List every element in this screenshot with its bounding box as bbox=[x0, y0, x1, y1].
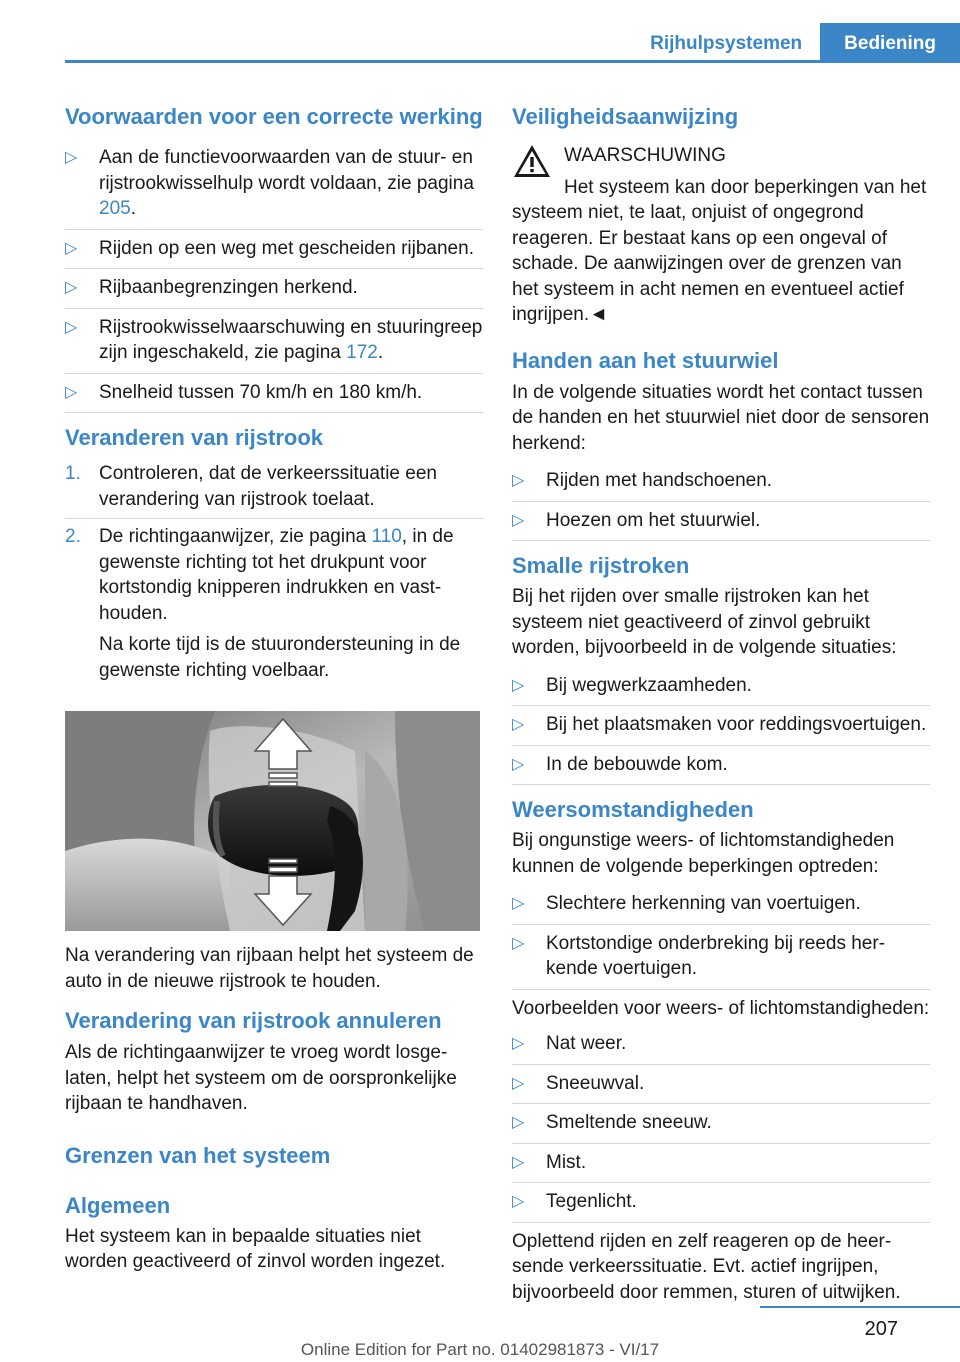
triangle-bullet-icon: ▷ bbox=[512, 511, 525, 529]
tab-rijhulpsystemen[interactable]: Rijhulpsystemen bbox=[650, 33, 803, 54]
examples-text: Voorbeelden voor weers- of lichtomstandigheden: bbox=[512, 997, 930, 1019]
list-item-text: Rijden met handschoenen. bbox=[546, 470, 773, 491]
list-item bbox=[512, 1025, 930, 1065]
heading-limits: Grenzen van het systeem bbox=[65, 1142, 331, 1168]
heading-weather: Weersomstandigheden bbox=[512, 797, 754, 822]
footer-rule bbox=[760, 1306, 960, 1308]
turn-signal-lever-illustration bbox=[65, 711, 480, 931]
step-number: 1. bbox=[65, 463, 81, 484]
triangle-bullet-icon: ▷ bbox=[512, 472, 525, 489]
step-text-suffix: , in de gewenste richting tot het drukpunt voor kortstondig knipperen indrukken en vasthouden. bbox=[99, 526, 454, 624]
list-item bbox=[512, 1183, 930, 1223]
examples-list bbox=[512, 1025, 930, 1223]
step-text: De richtingaanwijzer, zie pagina bbox=[99, 526, 372, 547]
list-item bbox=[512, 1144, 930, 1184]
list-item-text: Sneeuwval. bbox=[546, 1072, 645, 1094]
narrow-text: Bij het rijden over smalle rijstroken kan het systeem niet geactiveerd of zinvol gebruikt worden, bijvoorbeeld in de volgende situaties: bbox=[512, 586, 897, 658]
list-item bbox=[512, 667, 930, 707]
step-text: Controleren, dat de verkeerssituatie een verandering van rijstrook toelaat. bbox=[99, 463, 437, 510]
list-item-text: Hoezen om het stuurwiel. bbox=[546, 509, 761, 531]
triangle-bullet-icon: ▷ bbox=[512, 755, 525, 773]
page-link[interactable]: 172 bbox=[346, 342, 378, 363]
list-item bbox=[512, 925, 930, 990]
triangle-bullet-icon: ▷ bbox=[512, 676, 525, 694]
list-item-text: Bij wegwerkzaamheden. bbox=[546, 674, 752, 696]
list-item bbox=[512, 462, 930, 502]
right-column bbox=[512, 100, 930, 1305]
header-tabs bbox=[632, 23, 960, 63]
list-item bbox=[65, 139, 483, 230]
step-subtext: Na korte tijd is de stuurondersteuning in de gewenste richting voelbaar. bbox=[99, 634, 461, 681]
list-item-text: Rijden op een weg met gescheiden rijbanen. bbox=[99, 237, 474, 259]
list-item bbox=[512, 885, 930, 925]
list-item-text: Mist. bbox=[546, 1151, 587, 1173]
change-steps-list bbox=[65, 456, 483, 689]
list-item-text: Snelheid tussen 70 km/h en 180 km/h. bbox=[99, 381, 423, 403]
triangle-bullet-icon: ▷ bbox=[512, 934, 525, 952]
list-item bbox=[65, 269, 483, 309]
conditions-list bbox=[65, 139, 483, 413]
triangle-bullet-icon: ▷ bbox=[65, 239, 78, 257]
triangle-bullet-icon: ▷ bbox=[65, 149, 78, 166]
left-column bbox=[65, 100, 483, 1275]
list-item-text: Nat weer. bbox=[546, 1033, 627, 1054]
general-text: Het systeem kan in bepaalde situaties niet worden geactiveerd of zinvol worden ingezet. bbox=[65, 1225, 446, 1272]
list-item bbox=[512, 1065, 930, 1105]
heading-cancel: Verandering van rijstrook annuleren bbox=[65, 1008, 442, 1033]
triangle-bullet-icon: ▷ bbox=[512, 1193, 525, 1210]
page-number: 207 bbox=[864, 1318, 898, 1340]
list-item-text: Smeltende sneeuw. bbox=[546, 1112, 712, 1133]
list-item-text: Tegenlicht. bbox=[546, 1191, 637, 1212]
triangle-bullet-icon: ▷ bbox=[512, 1153, 525, 1171]
list-item bbox=[65, 230, 483, 270]
heading-general: Algemeen bbox=[65, 1192, 171, 1218]
hands-list bbox=[512, 462, 930, 541]
page-link[interactable]: 110 bbox=[371, 526, 402, 547]
heading-safety: Veiligheidsaanwijzing bbox=[512, 104, 739, 129]
step-item bbox=[65, 456, 483, 519]
list-item-suffix: . bbox=[130, 198, 136, 219]
list-item bbox=[512, 746, 930, 786]
warning-text: Het systeem kan door beperkingen van het systeem niet, te laat, onjuist of ongegrond reageren. Er bestaat kans op een ongeval of schade. De aanwijzingen over de grenzen van het systeem in acht nemen en eventueel actief ingrijpen.◄ bbox=[512, 176, 927, 325]
heading-narrow: Smalle rijstroken bbox=[512, 553, 690, 578]
list-item bbox=[65, 374, 483, 414]
list-item-text: Bij het plaatsmaken voor reddingsvoertuigen. bbox=[546, 714, 927, 735]
warning-label: WAARSCHUWING bbox=[564, 145, 726, 166]
list-item-text: Kortstondige onderbreking bij reeds herkende voertuigen. bbox=[546, 932, 886, 979]
page-header bbox=[65, 23, 960, 63]
list-item-text: In de bebouwde kom. bbox=[546, 753, 728, 775]
triangle-bullet-icon: ▷ bbox=[65, 318, 78, 336]
triangle-bullet-icon: ▷ bbox=[512, 1114, 525, 1131]
list-item-text: Rijstrookwisselwaarschuwing en stuuringreep zijn ingeschakeld, zie pagina bbox=[99, 316, 483, 363]
page-link[interactable]: 205 bbox=[99, 198, 131, 219]
list-item bbox=[512, 706, 930, 746]
list-item bbox=[65, 309, 483, 374]
warning-triangle-icon bbox=[512, 143, 552, 184]
triangle-bullet-icon: ▷ bbox=[512, 1035, 525, 1052]
after-photo-text: Na verandering van rijbaan helpt het systeem de auto in de nieuwe rijstrook te houden. bbox=[65, 945, 474, 992]
warning-block bbox=[512, 143, 930, 169]
list-item-text: Slechtere herkenning van voertuigen. bbox=[546, 893, 861, 914]
heading-hands: Handen aan het stuurwiel bbox=[512, 347, 779, 373]
hands-text: In de volgende situaties wordt het contact tussen de handen en het stuurwiel niet door de sensoren herkend: bbox=[512, 381, 930, 454]
heading-conditions: Voorwaarden voor een correcte werking bbox=[65, 104, 483, 129]
steering-lever-photo bbox=[65, 711, 480, 931]
triangle-bullet-icon: ▷ bbox=[512, 1074, 525, 1092]
triangle-bullet-icon: ▷ bbox=[65, 383, 78, 401]
list-item-text: Rijbaanbegrenzingen herkend. bbox=[99, 277, 358, 298]
triangle-bullet-icon: ▷ bbox=[512, 716, 525, 733]
narrow-list bbox=[512, 667, 930, 786]
list-item-text: Aan de functievoorwaarden van de stuur- en rijstrookwisselhulp wordt voldaan, zie pagina bbox=[99, 147, 474, 194]
tab-bediening[interactable]: Bediening bbox=[820, 23, 960, 63]
triangle-bullet-icon: ▷ bbox=[65, 279, 78, 296]
list-item bbox=[512, 1104, 930, 1144]
list-item-suffix: . bbox=[377, 342, 384, 363]
closing-text: Oplettend rijden en zelf reageren op de heersende verkeerssituatie. Evt. actief ingrijpen, bijvoorbeeld door remmen, sturen of uitwijken. bbox=[512, 1230, 901, 1303]
cancel-text: Als de richtingaanwijzer te vroeg wordt losgelaten, helpt het systeem om de oorspronkelijke rijbaan te handhaven. bbox=[65, 1042, 457, 1114]
weather-list bbox=[512, 885, 930, 990]
heading-change-lane: Veranderen van rijstrook bbox=[65, 425, 323, 450]
edition-note: Online Edition for Part no. 01402981873 - VI/17 bbox=[300, 1340, 660, 1359]
step-number: 2. bbox=[65, 526, 81, 547]
step-item bbox=[65, 519, 483, 689]
triangle-bullet-icon: ▷ bbox=[512, 895, 525, 912]
list-item bbox=[512, 502, 930, 542]
weather-text: Bij ongunstige weers- of lichtomstandigheden kunnen de volgende beperkingen optreden: bbox=[512, 830, 895, 877]
